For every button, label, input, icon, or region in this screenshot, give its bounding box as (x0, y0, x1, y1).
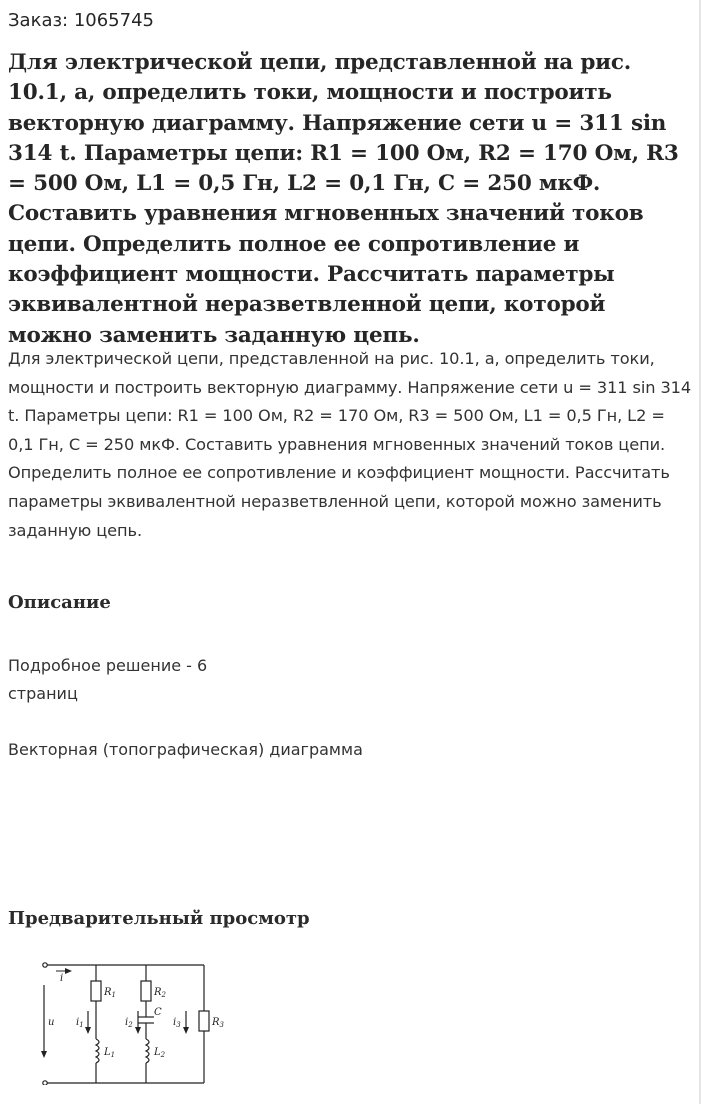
label-i3: $i_3$ (173, 1017, 181, 1029)
label-i-total: i (60, 973, 64, 984)
label-l2: $L_2$ (154, 1047, 166, 1059)
label-u: u (48, 1017, 55, 1028)
order-number: Заказ: 1065745 (8, 10, 154, 31)
circuit-diagram (36, 955, 236, 1085)
label-r1: $R_1$ (104, 987, 116, 999)
label-i2: $i_2$ (125, 1017, 133, 1029)
task-description: Для электрической цепи, представленной на рис. 10.1, а, определить токи, мощности и построить векторную диаграмму. Напряжение сети u = 311 sin 314 t. Параметры цепи: R1 = 100 Ом, R2 = 170 Ом, R3 = 500 Ом, L1 = 0,5 Гн, L2 = 0,1 Гн, С = 250 мкФ. Составить уравнения мгновенных значений токов цепи. Определить полное ее сопротивление и коэффициент мощности. Рассчитать параметры эквивалентной неразветвленной цепи, которой можно заменить заданную цепь. (8, 349, 692, 540)
label-r2: $R_2$ (154, 987, 166, 999)
description-line-pages-unit: страниц (8, 684, 78, 703)
label-c: C (154, 1007, 162, 1018)
description-line-pages: Подробное решение - 6 (8, 656, 208, 675)
description-line-diagram: Векторная (топографическая) диаграмма (8, 740, 363, 759)
description-heading: Описание (8, 592, 111, 613)
label-i1: $i_1$ (76, 1017, 84, 1029)
task-title: Для электрической цепи, представленной на рис. 10.1, а, определить токи, мощности и построить векторную диаграмму. Напряжение сети u = 311 sin 314 t. Параметры цепи: R1 = 100 Ом, R2 = 170 Ом, R3 = 500 Ом, L1 = 0,5 Гн, L2 = 0,1 Гн, C = 250 мкФ. Составить уравнения мгновенных значений токов цепи. Определить полное ее сопротивление и коэффициент мощности. Рассчитать параметры эквивалентной неразветвленной цепи, которой можно заменить заданную цепь. (8, 50, 679, 348)
label-r3: $R_3$ (212, 1017, 224, 1029)
preview-heading: Предварительный просмотр (8, 908, 310, 929)
label-l1: $L_1$ (104, 1047, 116, 1059)
